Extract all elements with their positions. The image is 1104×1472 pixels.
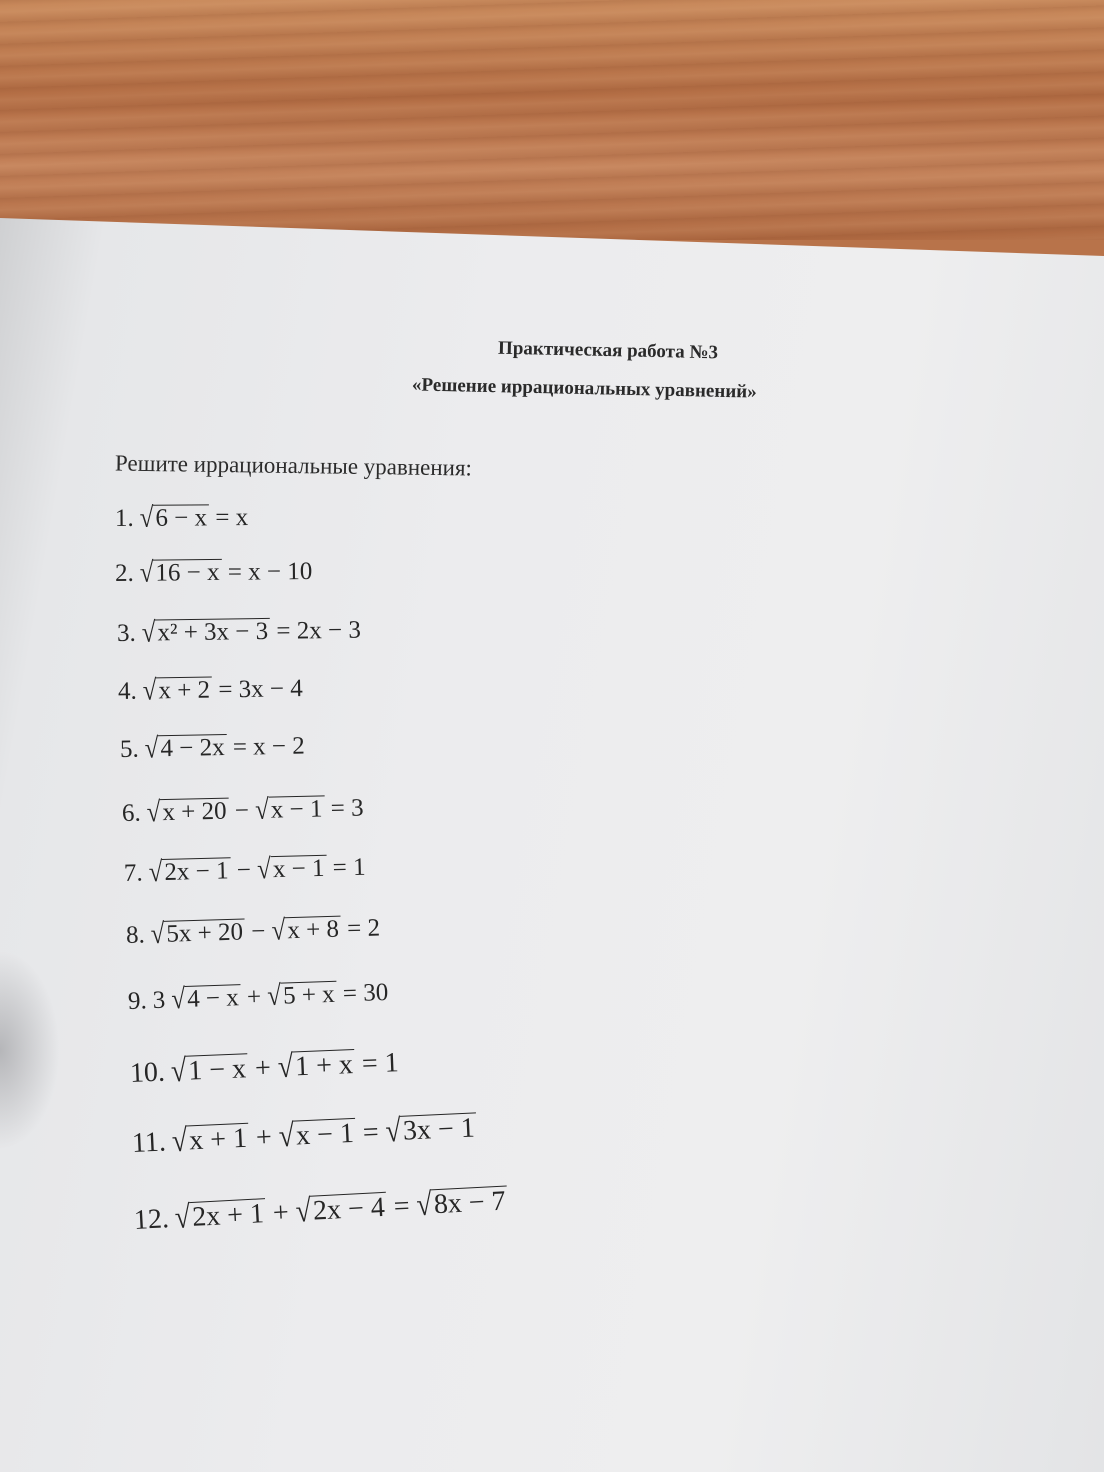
equation-text: =: [385, 1190, 418, 1223]
equation-text: = x: [208, 504, 249, 532]
radicand: 1 − x: [187, 1053, 247, 1087]
radical-sign-icon: √: [170, 983, 186, 1016]
square-root: [144, 734, 226, 764]
square-root: [271, 916, 341, 946]
wooden-table-background: [0, 0, 1104, 240]
equation-number: 9.: [127, 987, 148, 1015]
equation-number: 2.: [114, 559, 134, 587]
equation-2: [115, 558, 313, 588]
radical-sign-icon: √: [254, 794, 270, 826]
square-root: [143, 677, 213, 706]
equation-number: 11.: [131, 1126, 167, 1159]
equation-text: = 1: [354, 1047, 400, 1080]
equation-4: [118, 675, 303, 706]
shadow: [0, 950, 60, 1150]
equation-text: = x − 2: [226, 732, 306, 761]
equation-text: = 30: [336, 978, 389, 1008]
radical-sign-icon: √: [171, 1123, 189, 1160]
radical-sign-icon: √: [277, 1118, 295, 1155]
radical-sign-icon: √: [148, 856, 163, 889]
radicand: 5x + 20: [164, 918, 245, 948]
square-root: [267, 981, 337, 1011]
radical-sign-icon: √: [415, 1187, 433, 1224]
instruction-text: Решите иррациональные уравнения:: [114, 450, 473, 481]
square-root: [278, 1118, 357, 1153]
square-root: [171, 1123, 250, 1158]
equation-3: [117, 617, 361, 648]
square-root: [140, 559, 222, 588]
radicand: 5 + x: [281, 981, 338, 1010]
radical-sign-icon: √: [139, 502, 154, 534]
radicand: x + 8: [285, 916, 341, 945]
square-root: [174, 1198, 267, 1235]
square-root: [255, 795, 325, 825]
equation-text: =: [355, 1116, 387, 1149]
radicand: x + 20: [160, 798, 229, 827]
equation-text: = 2x − 3: [269, 616, 362, 645]
radical-sign-icon: √: [173, 1199, 192, 1237]
square-root: [140, 504, 210, 532]
square-root: [150, 918, 245, 949]
equation-number: 8.: [125, 921, 146, 949]
equation-number: 6.: [121, 799, 142, 827]
radicand: x − 1: [269, 795, 325, 824]
square-root: [148, 857, 231, 887]
square-root: [171, 984, 241, 1014]
radicand: 2x + 1: [191, 1198, 265, 1233]
radical-sign-icon: √: [256, 854, 272, 886]
equation-6: [122, 795, 364, 828]
equation-text: +: [248, 1121, 280, 1154]
equation-5: [120, 732, 305, 764]
radical-sign-icon: √: [266, 980, 282, 1013]
square-root: [142, 618, 271, 648]
radicand: x + 1: [188, 1122, 248, 1157]
equation-text: −: [244, 917, 273, 946]
equation-text: = 3: [324, 794, 364, 823]
square-root: [257, 855, 327, 885]
radicand: 3x − 1: [402, 1112, 476, 1147]
radicand: x − 1: [271, 855, 327, 884]
radicand: 1 + x: [294, 1049, 354, 1083]
square-root: [295, 1192, 388, 1229]
radical-sign-icon: √: [294, 1193, 313, 1230]
worksheet-title: Практическая работа №3: [497, 337, 719, 364]
paper-sheet: [0, 218, 1104, 1472]
equation-text: = 3x − 4: [211, 675, 303, 704]
equation-number: 4.: [117, 677, 137, 705]
radicand: x + 2: [156, 677, 212, 705]
equation-text: = 1: [326, 853, 366, 882]
radical-sign-icon: √: [384, 1113, 402, 1150]
radicand: x − 1: [295, 1117, 355, 1152]
radical-sign-icon: √: [142, 675, 157, 707]
equation-number: 7.: [123, 859, 144, 887]
radicand: 2x − 1: [162, 857, 231, 886]
radical-sign-icon: √: [170, 1053, 188, 1090]
square-root: [170, 1053, 248, 1088]
radicand: 8x − 7: [433, 1185, 507, 1221]
radical-sign-icon: √: [150, 918, 165, 951]
radical-sign-icon: √: [277, 1049, 294, 1086]
radical-sign-icon: √: [141, 617, 156, 649]
equation-text: = 2: [340, 914, 381, 943]
radical-sign-icon: √: [139, 557, 154, 589]
equation-number: 1.: [114, 504, 134, 532]
equation-text: −: [228, 796, 256, 825]
radicand: 2x − 4: [312, 1191, 386, 1227]
equation-text: +: [247, 1052, 279, 1085]
equation-1: [115, 504, 248, 533]
radical-sign-icon: √: [271, 915, 286, 947]
equation-number: 5.: [119, 735, 139, 763]
radicand: 16 − x: [153, 559, 221, 587]
equation-number: 10.: [129, 1056, 166, 1089]
worksheet-subtitle: «Решение иррациональных уравнений»: [411, 374, 757, 403]
radical-sign-icon: √: [146, 797, 161, 829]
equation-text: 3: [152, 986, 172, 1015]
square-root: [277, 1049, 355, 1084]
square-root: [146, 798, 228, 828]
equation-number: 12.: [133, 1203, 170, 1236]
radicand: 6 − x: [153, 504, 209, 532]
equation-number: 3.: [116, 619, 136, 647]
radical-sign-icon: √: [144, 733, 159, 765]
equation-text: +: [265, 1196, 297, 1230]
square-root: [416, 1185, 509, 1222]
radicand: x² + 3x − 3: [155, 618, 270, 647]
equation-text: −: [230, 856, 258, 885]
square-root: [385, 1112, 478, 1148]
radicand: 4 − x: [185, 984, 242, 1013]
equation-text: = x − 10: [221, 557, 313, 586]
radicand: 4 − 2x: [158, 734, 227, 763]
equation-text: +: [240, 983, 268, 1012]
